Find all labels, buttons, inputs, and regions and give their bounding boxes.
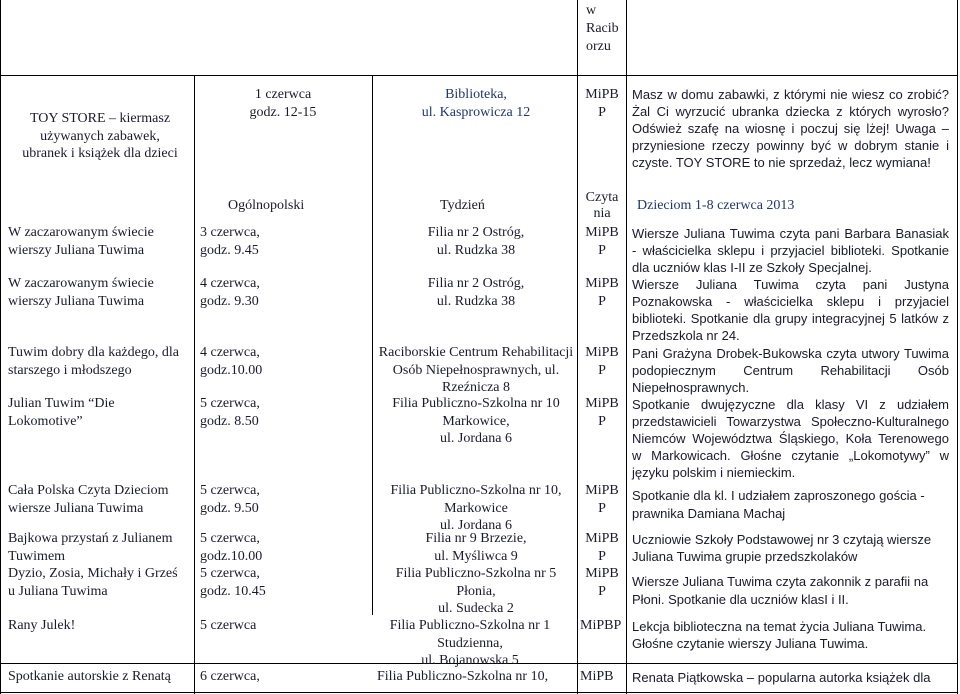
- event-title: Dyzio, Zosia, Michały i Grześ u Juliana Tuwima: [8, 566, 178, 599]
- event-description: Renata Piątkowska – popularna autorka książek dla: [632, 670, 931, 685]
- event-description: Spotkanie dla kl. I udziałem zaproszonego gościa - prawnika Damiana Machaj: [632, 488, 925, 521]
- event-place: Filia nr 2 Ostróg, ul. Rudzka 38: [427, 225, 525, 258]
- event-date: 5 czerwca, godz. 10.45: [200, 566, 266, 599]
- event-date: 3 czerwca, godz. 9.45: [200, 225, 260, 258]
- grid-line: [0, 75, 958, 76]
- event-date: 5 czerwca, godz.10.00: [200, 531, 263, 564]
- event-place: Filia nr 9 Brzezie, ul. Myśliwca 9: [425, 531, 527, 564]
- event-organizer: MiPB P: [585, 225, 619, 258]
- event-title: W zaczarowanym świecie wierszy Juliana Tuwima: [8, 225, 154, 258]
- event-organizer: MiPB P: [585, 566, 619, 599]
- event-description: Masz w domu zabawki, z którymi nie wiesz co zrobić? Żal Ci wyrzucić ubranka dziecka z których wyrosło? Odśwież szafę na wiosnę i poczuj się lżej! Uwaga – przyniesione rzeczy powinny być w dobrym stanie i czyste. TOY STORE to nie sprzedaż, lecz wymiana!: [632, 87, 949, 170]
- event-date: 5 czerwca, godz. 8.50: [200, 396, 260, 429]
- event-date: 4 czerwca, godz.10.00: [200, 345, 263, 378]
- event-title: Cała Polska Czyta Dzieciom wiersze Juliana Tuwima: [8, 483, 169, 516]
- heading-part: Ogólnopolski: [228, 198, 305, 213]
- event-place: Filia Publiczno-Szkolna nr 10, Markowice ul. Jordana 6: [390, 483, 562, 533]
- grid-line: [626, 0, 627, 694]
- event-organizer: MiPBP: [580, 618, 622, 633]
- event-title: Bajkowa przystań z Julianem Tuwimem: [8, 531, 173, 564]
- grid-line: [194, 75, 195, 694]
- event-place: Raciborskie Centrum Rehabilitacji Osób Niepełnosprawnych, ul. Rzeźnicza 8: [378, 345, 574, 395]
- event-place: Filia Publiczno-Szkolna nr 1 Studzienna, ul. Bojanowska 5: [389, 618, 551, 668]
- event-place: Filia Publiczno-Szkolna nr 10 Markowice, ul. Jordana 6: [392, 396, 560, 446]
- event-organizer: MiPB P: [585, 345, 619, 378]
- heading-part: Tydzień: [440, 198, 485, 213]
- event-description: Wiersze Juliana Tuwima czyta pani Justyna Poznakowska - właścicielka sklepu i przyjaciel biblioteki. Spotkanie dla grupy integracyjnej 5 latków z Przedszkola nr 24.: [632, 277, 949, 343]
- event-place: Filia Publiczno-Szkolna nr 5 Płonia, ul. Sudecka 2: [395, 566, 557, 616]
- event-title: Tuwim dobry dla każdego, dla starszego i młodszego: [8, 345, 179, 378]
- grid-line: [0, 692, 958, 693]
- event-organizer: MiPB P: [585, 396, 619, 429]
- event-organizer: MiPB P: [585, 276, 619, 309]
- event-title: Julian Tuwim “Die Lokomotive”: [8, 396, 115, 429]
- event-place: Filia Publiczno-Szkolna nr 10,: [377, 669, 549, 684]
- heading-part: Czyta nia: [585, 190, 619, 221]
- grid-line: [372, 75, 373, 615]
- grid-line: [0, 0, 1, 694]
- event-description: Pani Grażyna Drobek-Bukowska czyta utwory Tuwima podopiecznym Centrum Rehabilitacji Osób Niepełnosprawnych.: [632, 346, 949, 395]
- event-place: Filia nr 2 Ostróg, ul. Rudzka 38: [427, 276, 525, 309]
- event-description: Uczniowie Szkoły Podstawowej nr 3 czytają wiersze Juliana Tuwima grupie przedszkolaków: [632, 532, 932, 564]
- event-organizer: MiPB P: [585, 531, 619, 564]
- cell-fragment: w Racib orzu: [586, 3, 619, 54]
- event-place: Biblioteka, ul. Kasprowicza 12: [421, 87, 531, 120]
- event-description: Wiersze Juliana Tuwima czyta zakonnik z parafii na Płoni. Spotkanie dla uczniów klasI i II.: [632, 574, 929, 607]
- event-description: Wiersze Juliana Tuwima czyta pani Barbara Banasiak - właścicielka sklepu i przyjaciel biblioteki. Spotkanie dla uczniów klas I-II ze Szkoły Specjalnej.: [632, 226, 949, 275]
- event-organizer: MiPB P: [585, 87, 619, 120]
- event-date: 5 czerwca: [200, 618, 257, 633]
- grid-line: [957, 0, 958, 694]
- event-date: 6 czerwca,: [200, 669, 260, 684]
- event-date: 1 czerwca godz. 12-15: [249, 87, 317, 120]
- heading-part: Dzieciom 1-8 czerwca 2013: [637, 198, 795, 213]
- event-date: 4 czerwca, godz. 9.30: [200, 276, 260, 309]
- event-organizer: MiPB: [580, 669, 614, 684]
- event-title: Spotkanie autorskie z Renatą: [8, 669, 171, 684]
- event-description: Spotkanie dwujęzyczne dla klasy VI z udziałem przedstawicieli Towarzystwa Społeczno-Kulturalnego Niemców Województwa Śląskiego, Koła Terenowego w Markowicach. Głośne czytanie „Lokomotywy” w języku polskim i niemieckim.: [632, 397, 949, 480]
- event-organizer: MiPB P: [585, 483, 619, 516]
- event-title: W zaczarowanym świecie wierszy Juliana Tuwima: [8, 276, 154, 309]
- event-date: 5 czerwca, godz. 9.50: [200, 483, 260, 516]
- event-description: Lekcja biblioteczna na temat życia Juliana Tuwima. Głośne czytanie wierszy Juliana Tuwima.: [632, 619, 927, 651]
- event-title: TOY STORE – kiermasz używanych zabawek, ubranek i książek dla dzieci: [22, 111, 178, 161]
- event-title: Rany Julek!: [8, 618, 76, 633]
